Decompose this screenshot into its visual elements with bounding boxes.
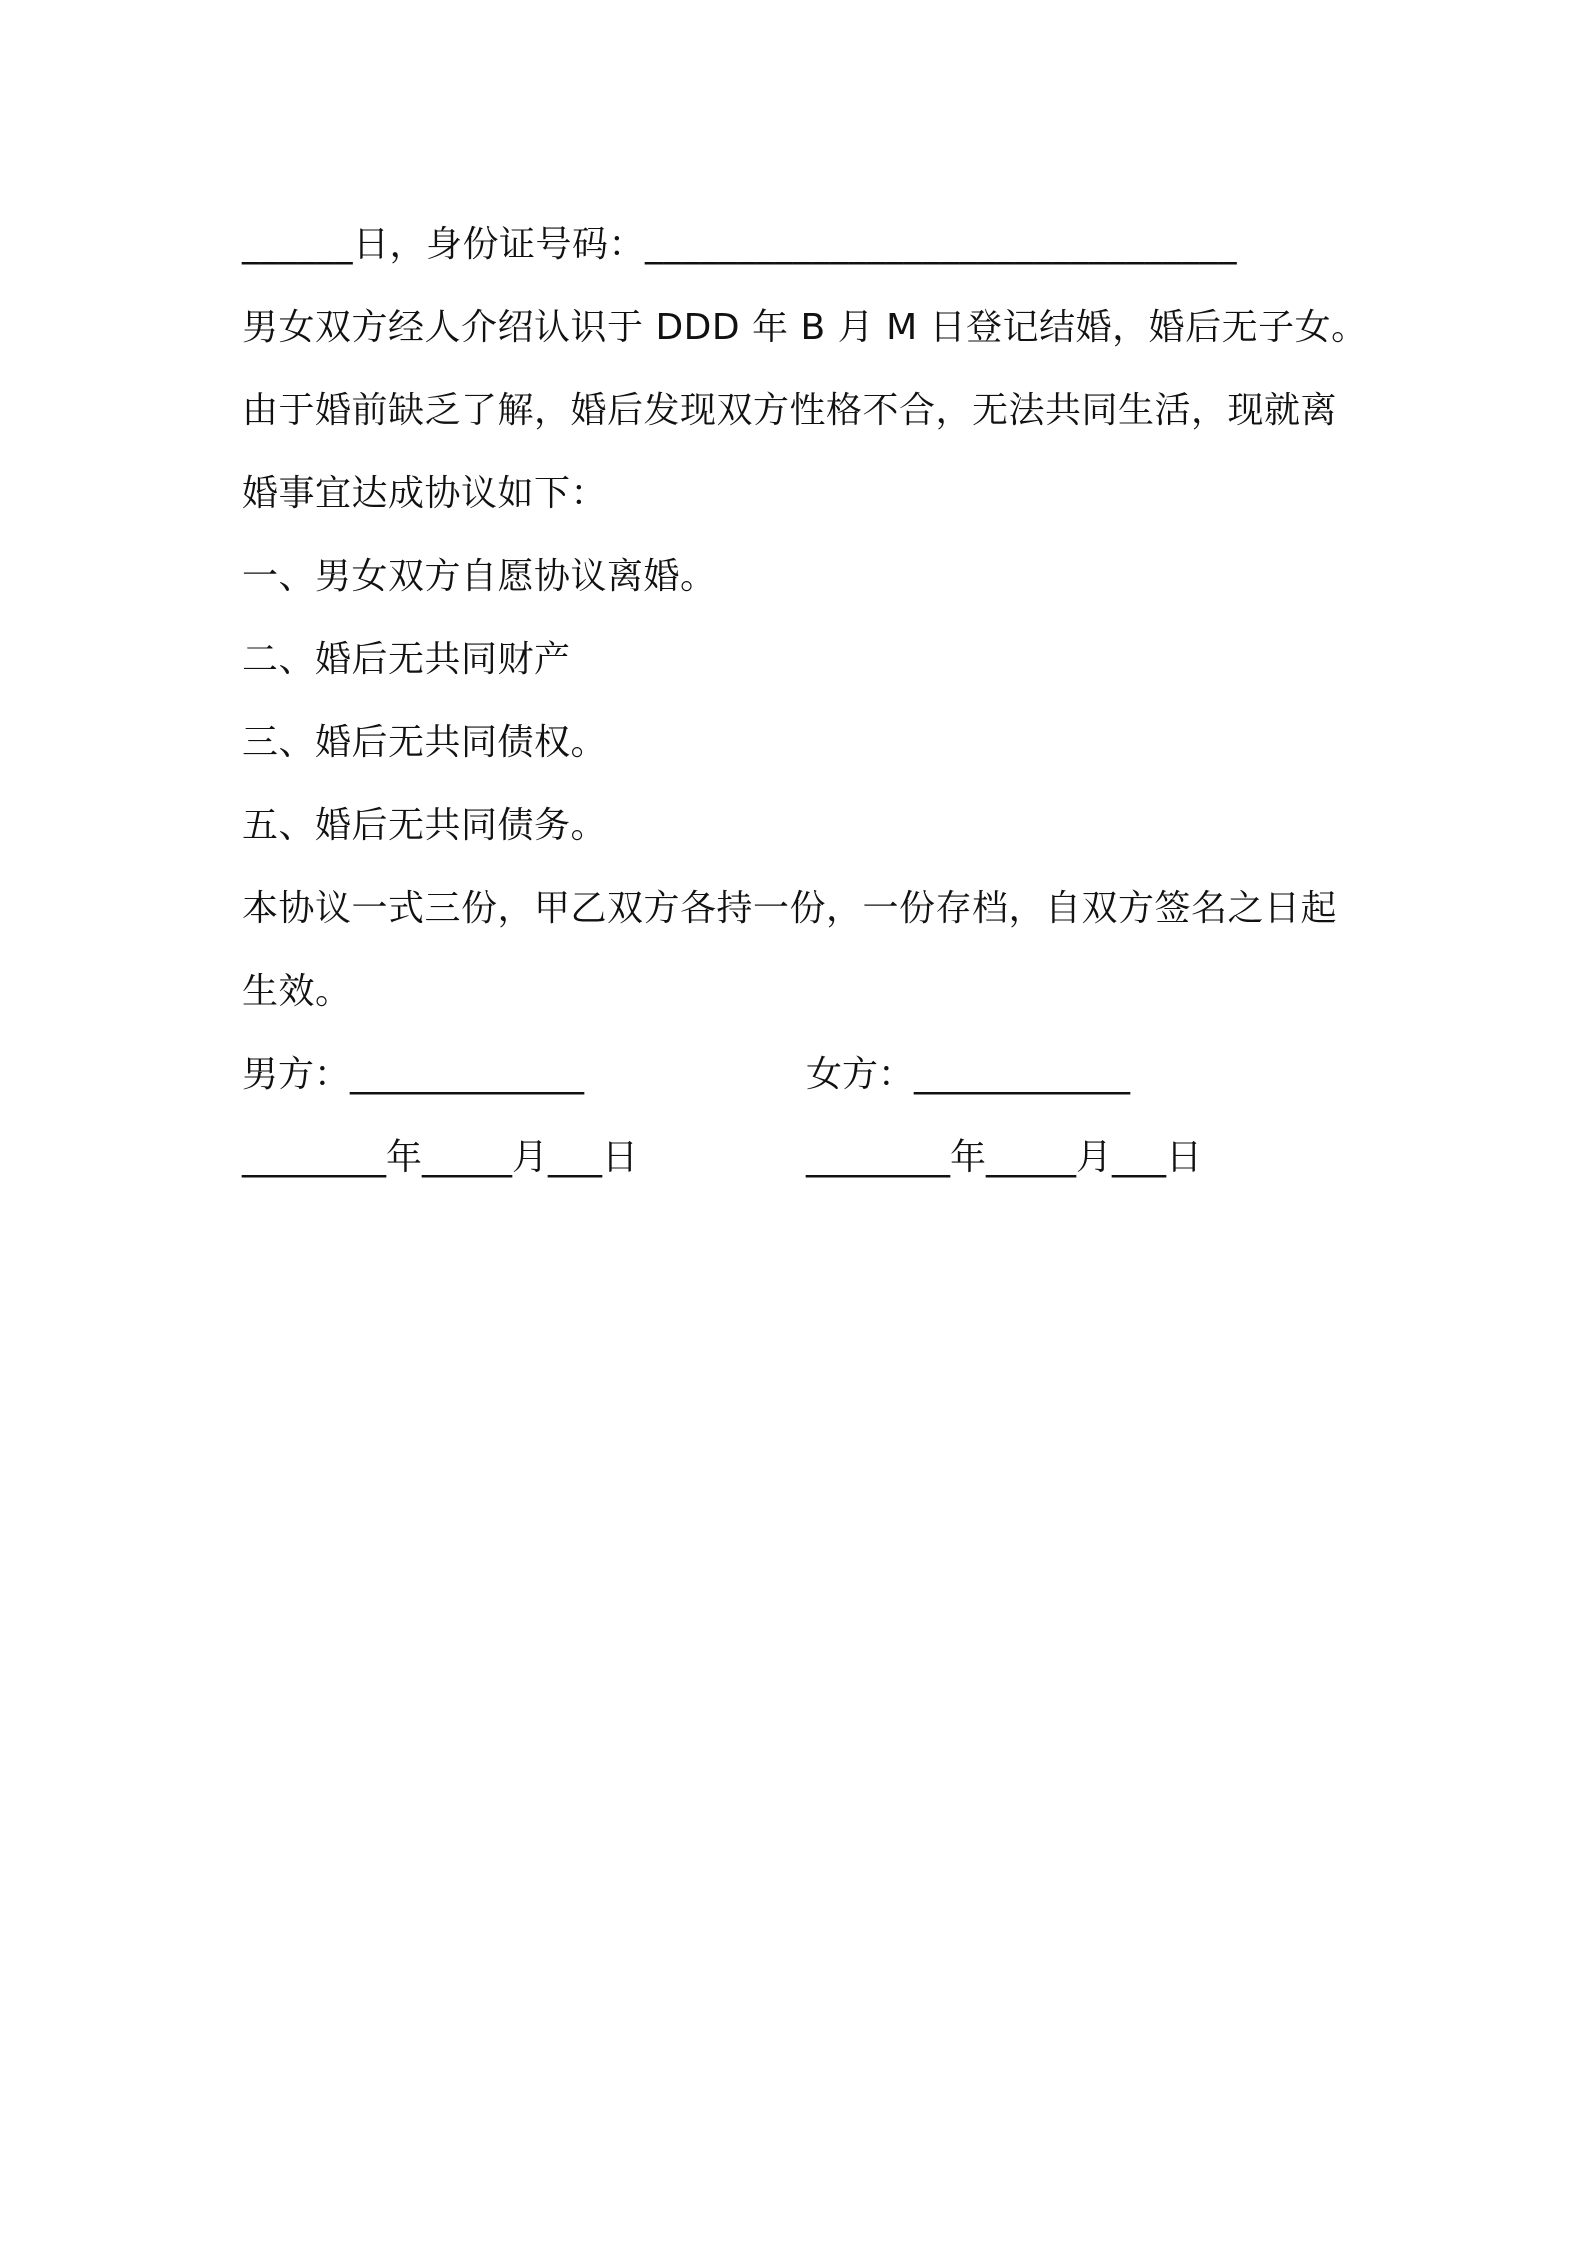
date-row xyxy=(242,1116,1362,1199)
clause-5: 五、婚后无共同债务。 xyxy=(242,805,608,846)
signature-row xyxy=(242,1033,1362,1116)
male-signature: 男方：_____________ xyxy=(242,1054,585,1095)
reason-line-1: 由于婚前缺乏了解，婚后发现双方性格不合，无法共同生活，现就离 xyxy=(242,390,1338,431)
clause-3: 三、婚后无共同债权。 xyxy=(242,722,608,763)
copies-line-1: 本协议一式三份，甲乙双方各持一份，一份存档，自双方签名之日起 xyxy=(242,888,1338,929)
copies-line-2: 生效。 xyxy=(242,971,352,1012)
marriage-registration-line: 男女双方经人介绍认识于 DDD 年 B 月 M 日登记结婚，婚后无子女。 xyxy=(242,307,1368,348)
female-signature-date: ________年_____月___日 xyxy=(806,1137,1202,1178)
clause-1: 一、男女双方自愿协议离婚。 xyxy=(242,556,717,597)
female-signature: 女方：____________ xyxy=(806,1054,1131,1095)
id-number-line: ______日，身份证号码：________________________________ xyxy=(242,224,1238,265)
reason-line-2: 婚事宜达成协议如下： xyxy=(242,473,608,514)
clause-2: 二、婚后无共同财产 xyxy=(242,639,571,680)
male-signature-date: ________年_____月___日 xyxy=(242,1137,638,1178)
document-body xyxy=(242,203,1368,1199)
